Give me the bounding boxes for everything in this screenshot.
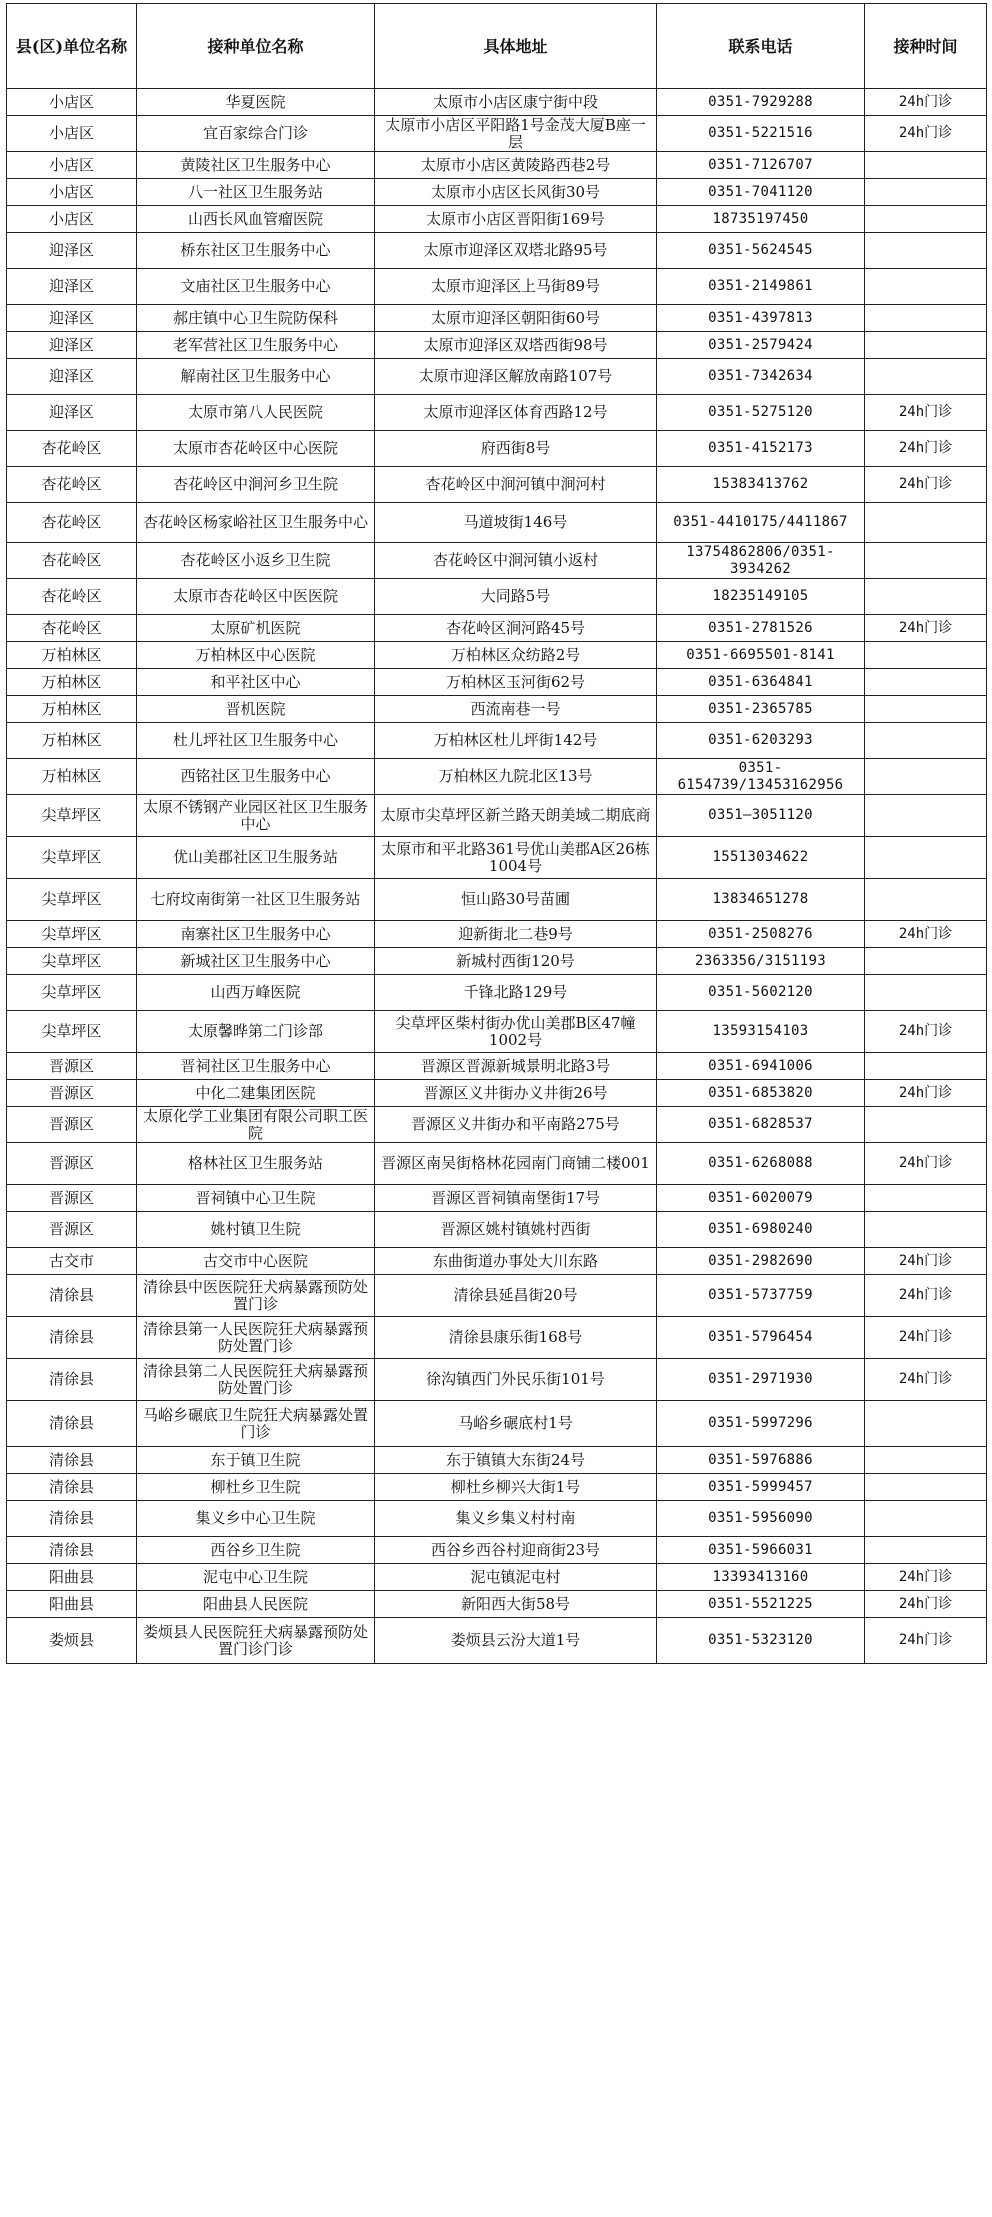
table-row	[7, 543, 987, 579]
cell-phone: 15513034622	[657, 837, 865, 879]
cell-district: 尖草坪区	[7, 879, 137, 921]
cell-unit-name: 太原市杏花岭区中医医院	[137, 579, 375, 615]
table-row	[7, 1143, 987, 1185]
cell-address: 太原市小店区长风街30号	[375, 179, 657, 206]
cell-district: 迎泽区	[7, 305, 137, 332]
cell-address: 集义乡集义村村南	[375, 1501, 657, 1537]
table-row	[7, 1618, 987, 1664]
cell-unit-name: 黄陵社区卫生服务中心	[137, 152, 375, 179]
vaccination-sites-table-container	[6, 3, 986, 1664]
cell-time	[865, 1474, 987, 1501]
cell-address: 万柏林区玉河街62号	[375, 669, 657, 696]
cell-district: 尖草坪区	[7, 948, 137, 975]
cell-address: 新城村西街120号	[375, 948, 657, 975]
cell-time: 24h门诊	[865, 921, 987, 948]
cell-phone: 0351-4397813	[657, 305, 865, 332]
cell-address: 府西街8号	[375, 431, 657, 467]
cell-phone: 0351-5796454	[657, 1317, 865, 1359]
cell-unit-name: 太原化学工业集团有限公司职工医院	[137, 1107, 375, 1143]
cell-address: 晋源区姚村镇姚村西街	[375, 1212, 657, 1248]
cell-district: 小店区	[7, 152, 137, 179]
table-row	[7, 696, 987, 723]
cell-phone: 0351-6853820	[657, 1080, 865, 1107]
header-address: 具体地址	[375, 4, 657, 89]
cell-phone: 0351-5275120	[657, 395, 865, 431]
cell-district: 晋源区	[7, 1143, 137, 1185]
cell-address: 娄烦县云汾大道1号	[375, 1618, 657, 1664]
header-phone: 联系电话	[657, 4, 865, 89]
cell-time: 24h门诊	[865, 1618, 987, 1664]
cell-time	[865, 1185, 987, 1212]
cell-time	[865, 543, 987, 579]
cell-unit-name: 晋祠镇中心卫生院	[137, 1185, 375, 1212]
table-row	[7, 1011, 987, 1053]
cell-address: 泥屯镇泥屯村	[375, 1564, 657, 1591]
cell-phone: 18235149105	[657, 579, 865, 615]
table-row	[7, 332, 987, 359]
table-row	[7, 1501, 987, 1537]
cell-address: 清徐县延昌街20号	[375, 1275, 657, 1317]
table-body	[7, 89, 987, 1664]
cell-district: 晋源区	[7, 1107, 137, 1143]
cell-time	[865, 1401, 987, 1447]
cell-district: 杏花岭区	[7, 543, 137, 579]
table-row	[7, 723, 987, 759]
cell-address: 西谷乡西谷村迎商街23号	[375, 1537, 657, 1564]
cell-unit-name: 宜百家综合门诊	[137, 116, 375, 152]
cell-time	[865, 1107, 987, 1143]
cell-unit-name: 杏花岭区杨家峪社区卫生服务中心	[137, 503, 375, 543]
cell-unit-name: 郝庄镇中心卫生院防保科	[137, 305, 375, 332]
cell-district: 尖草坪区	[7, 795, 137, 837]
cell-phone: 0351-4152173	[657, 431, 865, 467]
cell-unit-name: 东于镇卫生院	[137, 1447, 375, 1474]
table-row	[7, 1537, 987, 1564]
cell-district: 迎泽区	[7, 332, 137, 359]
cell-unit-name: 清徐县中医医院狂犬病暴露预防处置门诊	[137, 1275, 375, 1317]
cell-time	[865, 723, 987, 759]
cell-phone: 0351-2508276	[657, 921, 865, 948]
table-row	[7, 1248, 987, 1275]
cell-district: 晋源区	[7, 1053, 137, 1080]
cell-address: 太原市迎泽区解放南路107号	[375, 359, 657, 395]
cell-phone: 0351-5221516	[657, 116, 865, 152]
cell-unit-name: 阳曲县人民医院	[137, 1591, 375, 1618]
cell-unit-name: 格林社区卫生服务站	[137, 1143, 375, 1185]
cell-address: 太原市迎泽区体育西路12号	[375, 395, 657, 431]
table-row	[7, 395, 987, 431]
cell-time	[865, 579, 987, 615]
cell-phone: 0351-7929288	[657, 89, 865, 116]
cell-time: 24h门诊	[865, 1011, 987, 1053]
cell-district: 晋源区	[7, 1080, 137, 1107]
cell-district: 尖草坪区	[7, 837, 137, 879]
cell-district: 晋源区	[7, 1185, 137, 1212]
cell-district: 尖草坪区	[7, 921, 137, 948]
cell-phone: 0351-2781526	[657, 615, 865, 642]
cell-unit-name: 马峪乡碾底卫生院狂犬病暴露处置门诊	[137, 1401, 375, 1447]
cell-phone: 0351-6828537	[657, 1107, 865, 1143]
cell-time: 24h门诊	[865, 467, 987, 503]
cell-address: 太原市小店区康宁街中段	[375, 89, 657, 116]
cell-address: 千锋北路129号	[375, 975, 657, 1011]
cell-time	[865, 359, 987, 395]
header-time: 接种时间	[865, 4, 987, 89]
cell-unit-name: 太原市杏花岭区中心医院	[137, 431, 375, 467]
cell-district: 清徐县	[7, 1474, 137, 1501]
cell-address: 晋源区晋祠镇南堡街17号	[375, 1185, 657, 1212]
cell-time	[865, 152, 987, 179]
cell-unit-name: 西铭社区卫生服务中心	[137, 759, 375, 795]
cell-time	[865, 1501, 987, 1537]
table-row	[7, 1474, 987, 1501]
cell-address: 晋源区南吴街格林花园南门商铺二楼001	[375, 1143, 657, 1185]
cell-unit-name: 太原馨晔第二门诊部	[137, 1011, 375, 1053]
cell-district: 万柏林区	[7, 669, 137, 696]
cell-unit-name: 文庙社区卫生服务中心	[137, 269, 375, 305]
cell-district: 阳曲县	[7, 1591, 137, 1618]
table-row	[7, 1185, 987, 1212]
table-row	[7, 305, 987, 332]
cell-time	[865, 1212, 987, 1248]
cell-address: 太原市尖草坪区新兰路天朗美域二期底商	[375, 795, 657, 837]
cell-unit-name: 泥屯中心卫生院	[137, 1564, 375, 1591]
cell-time	[865, 837, 987, 879]
table-row	[7, 642, 987, 669]
cell-time: 24h门诊	[865, 615, 987, 642]
table-row	[7, 233, 987, 269]
cell-address: 晋源区晋源新城景明北路3号	[375, 1053, 657, 1080]
cell-address: 东曲街道办事处大川东路	[375, 1248, 657, 1275]
cell-phone: 0351-6980240	[657, 1212, 865, 1248]
cell-district: 杏花岭区	[7, 503, 137, 543]
cell-time: 24h门诊	[865, 1564, 987, 1591]
cell-district: 尖草坪区	[7, 1011, 137, 1053]
cell-phone: 0351-2579424	[657, 332, 865, 359]
table-row	[7, 269, 987, 305]
table-header-row	[7, 4, 987, 89]
cell-time: 24h门诊	[865, 1275, 987, 1317]
table-row	[7, 921, 987, 948]
cell-phone: 0351-6941006	[657, 1053, 865, 1080]
cell-district: 清徐县	[7, 1447, 137, 1474]
cell-unit-name: 太原不锈钢产业园区社区卫生服务中心	[137, 795, 375, 837]
cell-unit-name: 集义乡中心卫生院	[137, 1501, 375, 1537]
cell-phone: 0351-7126707	[657, 152, 865, 179]
cell-district: 尖草坪区	[7, 975, 137, 1011]
table-row	[7, 879, 987, 921]
cell-address: 恒山路30号苗圃	[375, 879, 657, 921]
cell-address: 太原市迎泽区上马街89号	[375, 269, 657, 305]
cell-address: 柳杜乡柳兴大街1号	[375, 1474, 657, 1501]
cell-phone: 0351-5323120	[657, 1618, 865, 1664]
cell-address: 马峪乡碾底村1号	[375, 1401, 657, 1447]
table-row	[7, 759, 987, 795]
cell-address: 太原市小店区黄陵路西巷2号	[375, 152, 657, 179]
table-row	[7, 1107, 987, 1143]
table-row	[7, 1564, 987, 1591]
cell-address: 东于镇镇大东街24号	[375, 1447, 657, 1474]
cell-time: 24h门诊	[865, 1317, 987, 1359]
cell-unit-name: 姚村镇卫生院	[137, 1212, 375, 1248]
cell-time	[865, 305, 987, 332]
vaccination-sites-table	[6, 3, 987, 1664]
cell-unit-name: 中化二建集团医院	[137, 1080, 375, 1107]
cell-unit-name: 七府坟南街第一社区卫生服务站	[137, 879, 375, 921]
table-row	[7, 206, 987, 233]
cell-phone: 0351-4410175/4411867	[657, 503, 865, 543]
cell-district: 阳曲县	[7, 1564, 137, 1591]
cell-district: 迎泽区	[7, 269, 137, 305]
cell-district: 杏花岭区	[7, 431, 137, 467]
cell-address: 杏花岭区中涧河镇小返村	[375, 543, 657, 579]
cell-unit-name: 新城社区卫生服务中心	[137, 948, 375, 975]
table-row	[7, 795, 987, 837]
table-row	[7, 1317, 987, 1359]
cell-phone: 0351—3051120	[657, 795, 865, 837]
cell-address: 杏花岭区涧河路45号	[375, 615, 657, 642]
cell-time: 24h门诊	[865, 395, 987, 431]
cell-unit-name: 解南社区卫生服务中心	[137, 359, 375, 395]
table-row	[7, 837, 987, 879]
cell-unit-name: 清徐县第一人民医院狂犬病暴露预防处置门诊	[137, 1317, 375, 1359]
cell-phone: 0351-2365785	[657, 696, 865, 723]
cell-district: 小店区	[7, 116, 137, 152]
table-row	[7, 1401, 987, 1447]
cell-district: 清徐县	[7, 1401, 137, 1447]
cell-time: 24h门诊	[865, 1248, 987, 1275]
cell-district: 清徐县	[7, 1275, 137, 1317]
cell-phone: 0351-5624545	[657, 233, 865, 269]
cell-unit-name: 清徐县第二人民医院狂犬病暴露预防处置门诊	[137, 1359, 375, 1401]
cell-address: 万柏林区众纺路2号	[375, 642, 657, 669]
cell-address: 迎新街北二巷9号	[375, 921, 657, 948]
cell-unit-name: 八一社区卫生服务站	[137, 179, 375, 206]
table-row	[7, 975, 987, 1011]
cell-time	[865, 948, 987, 975]
cell-unit-name: 山西万峰医院	[137, 975, 375, 1011]
header-unit-name: 接种单位名称	[137, 4, 375, 89]
cell-address: 杏花岭区中涧河镇中涧河村	[375, 467, 657, 503]
cell-time	[865, 1447, 987, 1474]
cell-phone: 18735197450	[657, 206, 865, 233]
cell-phone: 13393413160	[657, 1564, 865, 1591]
cell-time	[865, 1053, 987, 1080]
cell-time	[865, 206, 987, 233]
cell-phone: 0351-6154739/13453162956	[657, 759, 865, 795]
cell-district: 迎泽区	[7, 359, 137, 395]
cell-district: 万柏林区	[7, 723, 137, 759]
cell-phone: 13593154103	[657, 1011, 865, 1053]
cell-time: 24h门诊	[865, 1359, 987, 1401]
table-row	[7, 1080, 987, 1107]
cell-address: 万柏林区杜儿坪街142号	[375, 723, 657, 759]
cell-time	[865, 269, 987, 305]
cell-unit-name: 万柏林区中心医院	[137, 642, 375, 669]
cell-unit-name: 和平社区中心	[137, 669, 375, 696]
cell-address: 尖草坪区柴村街办优山美郡B区47幢1002号	[375, 1011, 657, 1053]
table-row	[7, 1359, 987, 1401]
table-row	[7, 1447, 987, 1474]
cell-time: 24h门诊	[865, 89, 987, 116]
cell-address: 晋源区义井街办义井街26号	[375, 1080, 657, 1107]
cell-unit-name: 柳杜乡卫生院	[137, 1474, 375, 1501]
cell-address: 晋源区义井街办和平南路275号	[375, 1107, 657, 1143]
cell-phone: 0351-5521225	[657, 1591, 865, 1618]
cell-district: 迎泽区	[7, 395, 137, 431]
cell-district: 杏花岭区	[7, 467, 137, 503]
cell-unit-name: 桥东社区卫生服务中心	[137, 233, 375, 269]
table-row	[7, 1212, 987, 1248]
cell-address: 太原市小店区平阳路1号金茂大厦B座一层	[375, 116, 657, 152]
table-row	[7, 669, 987, 696]
cell-phone: 13754862806/0351-3934262	[657, 543, 865, 579]
table-row	[7, 1053, 987, 1080]
cell-address: 太原市迎泽区朝阳街60号	[375, 305, 657, 332]
cell-address: 新阳西大街58号	[375, 1591, 657, 1618]
cell-time	[865, 879, 987, 921]
table-row	[7, 89, 987, 116]
cell-district: 小店区	[7, 179, 137, 206]
cell-phone: 0351-5602120	[657, 975, 865, 1011]
table-row	[7, 1591, 987, 1618]
cell-phone: 2363356/3151193	[657, 948, 865, 975]
cell-time	[865, 696, 987, 723]
table-row	[7, 467, 987, 503]
table-row	[7, 431, 987, 467]
cell-district: 小店区	[7, 89, 137, 116]
table-row	[7, 503, 987, 543]
table-row	[7, 948, 987, 975]
cell-district: 小店区	[7, 206, 137, 233]
cell-time	[865, 642, 987, 669]
cell-time: 24h门诊	[865, 1591, 987, 1618]
cell-unit-name: 晋机医院	[137, 696, 375, 723]
cell-unit-name: 杏花岭区中涧河乡卫生院	[137, 467, 375, 503]
cell-unit-name: 老军营社区卫生服务中心	[137, 332, 375, 359]
cell-unit-name: 华夏医院	[137, 89, 375, 116]
table-row	[7, 116, 987, 152]
table-row	[7, 179, 987, 206]
cell-unit-name: 太原市第八人民医院	[137, 395, 375, 431]
cell-time: 24h门诊	[865, 116, 987, 152]
cell-district: 万柏林区	[7, 759, 137, 795]
cell-time	[865, 759, 987, 795]
cell-phone: 0351-5956090	[657, 1501, 865, 1537]
table-row	[7, 359, 987, 395]
cell-phone: 13834651278	[657, 879, 865, 921]
cell-address: 大同路5号	[375, 579, 657, 615]
cell-address: 清徐县康乐街168号	[375, 1317, 657, 1359]
cell-time: 24h门诊	[865, 431, 987, 467]
cell-address: 马道坡街146号	[375, 503, 657, 543]
cell-phone: 0351-2971930	[657, 1359, 865, 1401]
cell-phone: 0351-5966031	[657, 1537, 865, 1564]
cell-district: 清徐县	[7, 1537, 137, 1564]
cell-time	[865, 332, 987, 359]
cell-time: 24h门诊	[865, 1143, 987, 1185]
cell-district: 清徐县	[7, 1317, 137, 1359]
cell-district: 清徐县	[7, 1359, 137, 1401]
cell-district: 杏花岭区	[7, 579, 137, 615]
cell-district: 娄烦县	[7, 1618, 137, 1664]
cell-time	[865, 795, 987, 837]
cell-district: 万柏林区	[7, 696, 137, 723]
cell-unit-name: 晋祠社区卫生服务中心	[137, 1053, 375, 1080]
cell-district: 晋源区	[7, 1212, 137, 1248]
cell-address: 万柏林区九院北区13号	[375, 759, 657, 795]
cell-time	[865, 503, 987, 543]
cell-unit-name: 杜儿坪社区卫生服务中心	[137, 723, 375, 759]
cell-phone: 0351-2982690	[657, 1248, 865, 1275]
cell-time	[865, 1537, 987, 1564]
cell-unit-name: 优山美郡社区卫生服务站	[137, 837, 375, 879]
cell-address: 太原市和平北路361号优山美郡A区26栋1004号	[375, 837, 657, 879]
cell-time	[865, 179, 987, 206]
cell-unit-name: 杏花岭区小返乡卫生院	[137, 543, 375, 579]
table-row	[7, 615, 987, 642]
cell-phone: 0351-7342634	[657, 359, 865, 395]
header-district: 县(区)单位名称	[7, 4, 137, 89]
cell-time	[865, 233, 987, 269]
cell-time: 24h门诊	[865, 1080, 987, 1107]
cell-phone: 0351-6364841	[657, 669, 865, 696]
cell-unit-name: 南寨社区卫生服务中心	[137, 921, 375, 948]
cell-phone: 0351-5999457	[657, 1474, 865, 1501]
cell-unit-name: 西谷乡卫生院	[137, 1537, 375, 1564]
cell-district: 清徐县	[7, 1501, 137, 1537]
table-row	[7, 152, 987, 179]
cell-phone: 0351-5976886	[657, 1447, 865, 1474]
cell-address: 西流南巷一号	[375, 696, 657, 723]
cell-unit-name: 古交市中心医院	[137, 1248, 375, 1275]
table-row	[7, 579, 987, 615]
cell-phone: 0351-5737759	[657, 1275, 865, 1317]
cell-address: 徐沟镇西门外民乐街101号	[375, 1359, 657, 1401]
cell-phone: 0351-5997296	[657, 1401, 865, 1447]
cell-phone: 0351-7041120	[657, 179, 865, 206]
cell-phone: 0351-6203293	[657, 723, 865, 759]
cell-phone: 0351-6695501-8141	[657, 642, 865, 669]
cell-district: 万柏林区	[7, 642, 137, 669]
cell-phone: 0351-6268088	[657, 1143, 865, 1185]
cell-address: 太原市迎泽区双塔西街98号	[375, 332, 657, 359]
cell-unit-name: 娄烦县人民医院狂犬病暴露预防处置门诊门诊	[137, 1618, 375, 1664]
table-row	[7, 1275, 987, 1317]
cell-district: 古交市	[7, 1248, 137, 1275]
cell-address: 太原市小店区晋阳街169号	[375, 206, 657, 233]
cell-unit-name: 太原矿机医院	[137, 615, 375, 642]
cell-unit-name: 山西长风血管瘤医院	[137, 206, 375, 233]
cell-district: 杏花岭区	[7, 615, 137, 642]
cell-phone: 0351-6020079	[657, 1185, 865, 1212]
cell-time	[865, 975, 987, 1011]
cell-district: 迎泽区	[7, 233, 137, 269]
cell-address: 太原市迎泽区双塔北路95号	[375, 233, 657, 269]
cell-phone: 0351-2149861	[657, 269, 865, 305]
cell-time	[865, 669, 987, 696]
cell-phone: 15383413762	[657, 467, 865, 503]
